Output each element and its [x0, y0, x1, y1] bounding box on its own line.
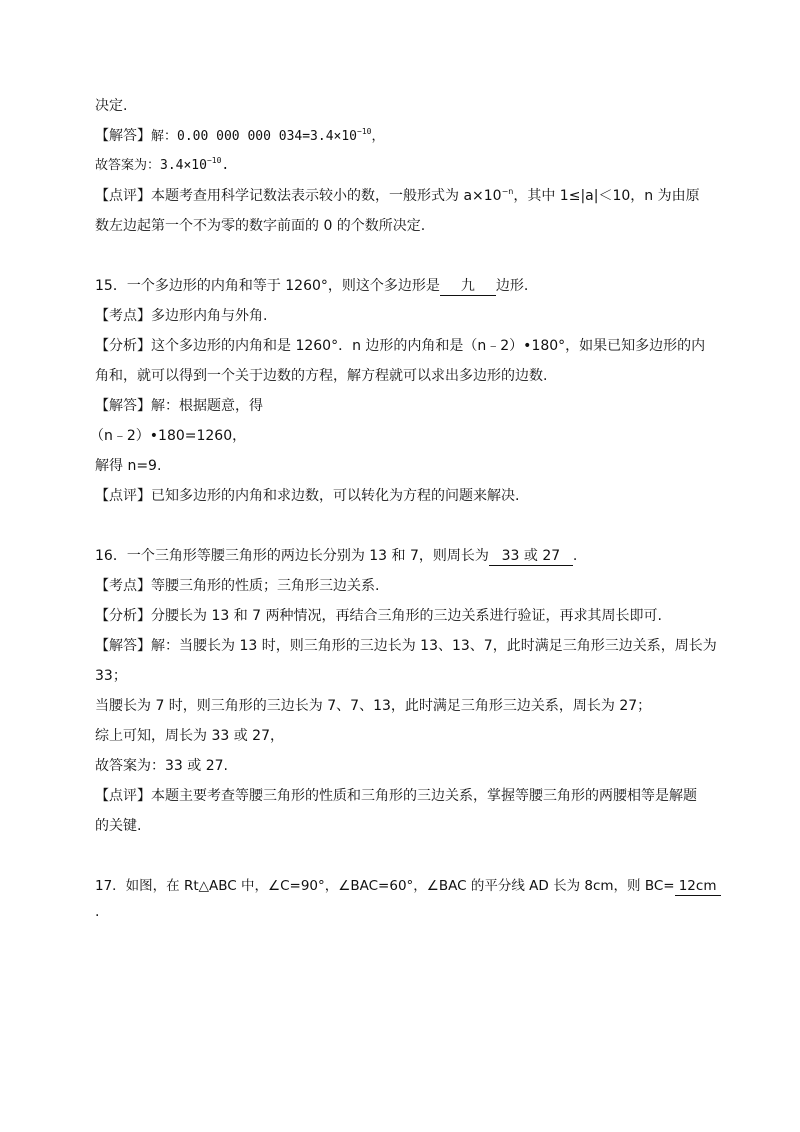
q16-jieda-line-4: 综上可知，周长为 33 或 27， — [95, 728, 284, 744]
q16-fenxi: 【分析】分腰长为 13 和 7 两种情况，再结合三角形的三边关系进行验证，再求其周长即可. — [95, 608, 662, 624]
comment-tag: 【点评】 — [95, 188, 151, 204]
q14-tail: 决定. — [95, 98, 128, 114]
q15-jieda-line-1: 【解答】解：根据题意，得 — [95, 398, 263, 414]
q17-answer-blank: 12cm — [675, 877, 721, 896]
q14-answer: 【解答】解：0.00 000 000 $034=3.4\times 10^{-10}$， — [95, 127, 385, 144]
q16-jieda-line-1: 【解答】解：当腰长为 13 时，则三角形的三边长为 13、13、7，此时满足三角形三边关系，周长为 — [95, 638, 717, 654]
q16-jieda-line-3: 当腰长为 7 时，则三角形的三边长为 7、7、13，此时满足三角形三边关系，周长为 27； — [95, 698, 652, 714]
q16-stem: 16．一个三角形等腰三角形的两边长分别为 13 和 7，则周长为 33 或 27 . — [95, 548, 578, 564]
q15-dianping: 【点评】已知多边形的内角和求边数，可以转化为方程的问题来解决. — [95, 488, 520, 504]
q16-answer-blank: 33 或 27 — [489, 547, 573, 566]
q16-kaodian: 【考点】等腰三角形的性质；三角形三边关系. — [95, 578, 380, 594]
q16-jieda-line-5: 故答案为：33 或 27. — [95, 758, 228, 774]
q15-jieda-line-2: （n﹣2）•180=1260， — [90, 428, 247, 444]
q16-dianping-line-2: 的关键. — [95, 818, 142, 834]
q17-tail: . — [95, 904, 100, 920]
q15-fenxi-line-2: 角和，就可以得到一个关于边数的方程，解方程就可以求出多边形的边数. — [95, 368, 548, 384]
q15-jieda-line-3: 解得 n=9. — [95, 458, 162, 474]
q15-stem: 15．一个多边形的内角和等于 1260°，则这个多边形是 九 边形. — [95, 278, 529, 294]
answer-tag: 【解答】 — [95, 128, 151, 144]
q14-final-answer: 故答案为：$3.4\times 10^{-10}$. — [95, 156, 230, 173]
q14-comment-line-2: 数左边起第一个不为零的数字前面的 0 的个数所决定. — [95, 218, 426, 234]
q15-kaodian: 【考点】多边形内角与外角. — [95, 308, 268, 324]
q16-dianping-line-1: 【点评】本题主要考查等腰三角形的性质和三角形的三边关系，掌握等腰三角形的两腰相等是解题 — [95, 788, 697, 804]
q16-jieda-line-2: 33； — [95, 668, 127, 684]
q15-fenxi-line-1: 【分析】这个多边形的内角和是 1260°．n 边形的内角和是（n﹣2）•180°，如果已知多边形的内 — [95, 338, 706, 354]
q14-comment-line-1: 【点评】本题考查用科学记数法表示较小的数，一般形式为 $a\times 10^{-n}$，其中 1≤|a|＜10，n 为由原 — [95, 187, 700, 204]
q17-stem: 17．如图，在 Rt△ABC 中，∠C=90°，∠BAC=60°，∠BAC 的平分线 AD 长为 8cm，则 BC= 12cm — [95, 876, 721, 896]
q15-answer-blank: 九 — [440, 277, 496, 296]
